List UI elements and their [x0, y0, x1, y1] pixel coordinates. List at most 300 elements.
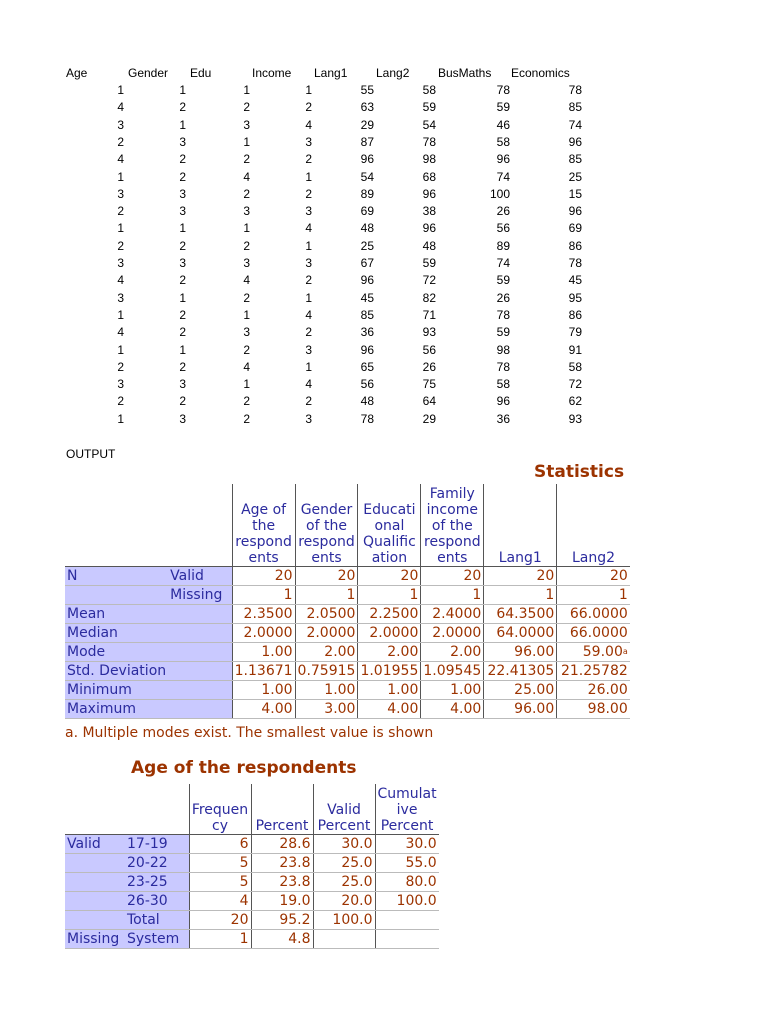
- raw-data-cell: 79: [568, 325, 582, 340]
- age-table-value-cell: 19.0: [251, 892, 313, 911]
- statistics-value-cell: 1.00: [295, 681, 358, 700]
- statistics-row-label: Median: [65, 624, 168, 643]
- raw-data-cell: 4: [243, 359, 250, 374]
- age-table-column-header-line: cy: [212, 818, 228, 834]
- statistics-column-header-line: Age of: [241, 502, 287, 518]
- raw-data-cell: 4: [243, 169, 250, 184]
- statistics-column-header: [557, 484, 630, 567]
- statistics-table: [65, 484, 630, 719]
- statistics-value-cell: 2.0000: [295, 624, 358, 643]
- statistics-value-cell: 1.09545: [421, 662, 484, 681]
- raw-data-cell: 64: [422, 394, 436, 409]
- statistics-row: [65, 681, 630, 700]
- statistics-row-sublabel: Missing: [168, 586, 232, 605]
- raw-data-cell: 2: [305, 325, 312, 340]
- raw-data-cell: 89: [496, 238, 510, 253]
- age-table-title: Age of the respondents: [131, 758, 357, 778]
- age-table-column-header-line: Frequen: [191, 802, 249, 818]
- raw-data-cell: 1: [243, 134, 250, 149]
- raw-data-cell: 85: [568, 152, 582, 167]
- statistics-column-header-line: Gender: [300, 502, 353, 518]
- age-table-value-cell: 4.8: [251, 930, 313, 949]
- raw-data-cell: 3: [305, 204, 312, 219]
- age-table-column-header-line: Percent: [255, 818, 309, 834]
- statistics-value-cell: 20: [421, 567, 484, 586]
- statistics-column-header-line: respond: [298, 534, 355, 550]
- statistics-column-header-line: ation: [371, 550, 408, 566]
- raw-data-cell: 45: [360, 290, 374, 305]
- raw-data-cell: 1: [243, 377, 250, 392]
- statistics-value-cell: 20: [484, 567, 557, 586]
- raw-data-cell: 62: [568, 394, 582, 409]
- raw-data-cell: 2: [305, 152, 312, 167]
- raw-data-cell: 2: [243, 290, 250, 305]
- statistics-row-label: Mode: [65, 643, 168, 662]
- raw-data-cell: 3: [117, 290, 124, 305]
- raw-data-cell: 78: [496, 83, 510, 97]
- statistics-row: [65, 586, 630, 605]
- statistics-value-cell: 66.0000: [557, 605, 630, 624]
- raw-data-cell: 2: [179, 273, 186, 288]
- statistics-row-label: Mean: [65, 605, 168, 624]
- statistics-value-cell: 3.00: [295, 700, 358, 719]
- raw-data-cell: 4: [117, 100, 124, 115]
- raw-data-cell: 85: [360, 307, 374, 322]
- raw-data-cell: 65: [360, 359, 374, 374]
- raw-header-cell: BusMaths: [438, 66, 492, 80]
- statistics-row-sublabel: [168, 643, 232, 662]
- age-table-value-cell: [313, 930, 375, 949]
- statistics-column-header-line: Lang2: [571, 550, 616, 566]
- statistics-value-cell: 2.00: [421, 643, 484, 662]
- age-table-column-header: [375, 784, 439, 835]
- raw-data-cell: 2: [117, 238, 124, 253]
- raw-data-cell: 74: [568, 117, 582, 132]
- statistics-column-header: [358, 484, 421, 567]
- raw-data-cell: 48: [360, 221, 374, 236]
- raw-data-cell: 1: [117, 83, 124, 97]
- raw-data-cell: 89: [360, 186, 374, 201]
- statistics-value-cell: 96.00: [484, 700, 557, 719]
- raw-data-cell: 3: [179, 134, 186, 149]
- age-table-row: [65, 930, 439, 949]
- raw-data-cell: 58: [496, 377, 510, 392]
- raw-data-cell: 4: [243, 273, 250, 288]
- raw-header-cell: Edu: [190, 66, 212, 80]
- raw-data-cell: 4: [305, 307, 312, 322]
- raw-data-cell: 93: [422, 325, 436, 340]
- statistics-value-cell: 4.00: [358, 700, 421, 719]
- raw-data-cell: 98: [496, 342, 510, 357]
- raw-data-cell: 26: [496, 290, 510, 305]
- raw-data-cell: 25: [568, 169, 582, 184]
- raw-data-cell: 2: [305, 186, 312, 201]
- raw-data-cell: 2: [117, 394, 124, 409]
- statistics-column-header-line: ents: [437, 550, 468, 566]
- raw-header-cell: Income: [252, 66, 292, 80]
- statistics-column-header-line: Family: [429, 486, 475, 502]
- age-frequency-table: [65, 784, 439, 949]
- raw-data-cell: 86: [568, 238, 582, 253]
- raw-data-cell: 96: [360, 273, 374, 288]
- raw-data-cell: 3: [305, 134, 312, 149]
- raw-data-cell: 36: [360, 325, 374, 340]
- raw-data-cell: 29: [422, 411, 436, 426]
- statistics-row: [65, 567, 630, 586]
- raw-header-cell: Lang2: [376, 66, 410, 80]
- raw-data-cell: 1: [305, 83, 312, 97]
- age-table-row: [65, 835, 439, 854]
- raw-data-cell: 2: [117, 359, 124, 374]
- age-table-value-cell: 20: [189, 911, 251, 930]
- age-table-column-header-line: Cumulat: [377, 786, 437, 802]
- statistics-value-cell: 1.00: [421, 681, 484, 700]
- raw-data-cell: 1: [179, 342, 186, 357]
- age-table-row-label: Total: [125, 911, 189, 930]
- raw-data-cell: 69: [360, 204, 374, 219]
- age-table-row-label: 17-19: [125, 835, 189, 854]
- raw-data-cell: 96: [568, 134, 582, 149]
- raw-data-cell: 3: [179, 411, 186, 426]
- raw-data-cell: 2: [179, 307, 186, 322]
- statistics-column-header-line: of the: [431, 518, 473, 534]
- raw-data-cell: 2: [179, 394, 186, 409]
- raw-data-cell: 2: [305, 394, 312, 409]
- statistics-value-cell: 22.41305: [484, 662, 557, 681]
- statistics-column-header-line: Educati: [363, 502, 416, 518]
- age-table-group-label: [65, 873, 125, 892]
- raw-data-cell: 2: [179, 100, 186, 115]
- raw-data-cell: 2: [305, 100, 312, 115]
- raw-data-cell: 1: [117, 342, 124, 357]
- age-table-column-header-line: Percent: [380, 818, 434, 834]
- statistics-column-header-line: Lang1: [498, 550, 542, 566]
- raw-data-cell: 3: [179, 186, 186, 201]
- raw-data-cell: 74: [496, 169, 510, 184]
- raw-data-cell: 3: [179, 204, 186, 219]
- statistics-row-sublabel: Valid: [168, 567, 232, 586]
- statistics-row: [65, 643, 630, 662]
- raw-data-cell: 58: [568, 359, 582, 374]
- raw-data-cell: 1: [179, 221, 186, 236]
- statistics-column-header: [295, 484, 358, 567]
- raw-data-cell: 1: [305, 169, 312, 184]
- raw-data-cell: 71: [422, 307, 436, 322]
- raw-header-cell: Age: [66, 66, 88, 80]
- output-label: OUTPUT: [66, 447, 116, 461]
- raw-data-cell: 96: [496, 394, 510, 409]
- statistics-value-cell: 1.01955: [358, 662, 421, 681]
- raw-data-cell: 96: [496, 152, 510, 167]
- raw-data-cell: 2: [243, 100, 250, 115]
- raw-data-cell: 3: [179, 256, 186, 270]
- statistics-value-cell: 2.2500: [358, 605, 421, 624]
- raw-data-cell: 58: [496, 134, 510, 149]
- raw-data-cell: 78: [568, 256, 582, 270]
- raw-data-cell: 1: [179, 83, 186, 97]
- raw-data-cell: 3: [305, 411, 312, 426]
- statistics-value-cell: 25.00: [484, 681, 557, 700]
- statistics-column-header-line: of the: [306, 518, 347, 534]
- raw-data-cell: 2: [243, 411, 250, 426]
- statistics-value-cell: 2.0000: [358, 624, 421, 643]
- statistics-value-cell: 21.25782: [557, 662, 630, 681]
- statistics-row: [65, 662, 630, 681]
- raw-data-cell: 78: [568, 83, 582, 97]
- raw-data-cell: 74: [496, 256, 510, 270]
- raw-header-cell: Lang1: [314, 66, 348, 80]
- raw-data-cell: 67: [360, 256, 374, 270]
- statistics-value-cell: 26.00: [557, 681, 630, 700]
- raw-data-cell: 59: [422, 100, 436, 115]
- statistics-value-cell: 64.3500: [484, 605, 557, 624]
- age-table-group-label: Missing: [65, 930, 125, 949]
- raw-data-cell: 15: [568, 186, 582, 201]
- statistics-row-label: Minimum: [65, 681, 168, 700]
- raw-data-cell: 56: [496, 221, 510, 236]
- raw-data-cell: 86: [568, 307, 582, 322]
- statistics-value-cell: 59.00$^a$: [557, 643, 630, 662]
- raw-data-cell: 78: [422, 134, 436, 149]
- statistics-value-cell: 66.0000: [557, 624, 630, 643]
- raw-data-cell: 4: [117, 273, 124, 288]
- raw-data-cell: 1: [243, 307, 250, 322]
- statistics-value-cell: 98.00: [557, 700, 630, 719]
- age-table-column-header: [251, 784, 313, 835]
- age-table-value-cell: 30.0: [313, 835, 375, 854]
- raw-data-cell: 4: [305, 377, 312, 392]
- age-table-value-cell: 100.0: [375, 892, 439, 911]
- raw-data-cell: 1: [117, 221, 124, 236]
- statistics-row-sublabel: [168, 700, 232, 719]
- statistics-value-cell: 2.00: [358, 643, 421, 662]
- statistics-row-label: N: [65, 567, 168, 586]
- raw-data-cell: 3: [117, 377, 124, 392]
- raw-data-cell: 3: [305, 256, 312, 270]
- raw-data-cell: 1: [305, 238, 312, 253]
- age-table-group-label: [65, 911, 125, 930]
- statistics-column-header: [421, 484, 484, 567]
- age-table-row-label: 23-25: [125, 873, 189, 892]
- statistics-value-cell: 20: [232, 567, 295, 586]
- raw-data-cell: 29: [360, 117, 374, 132]
- age-table-value-cell: 5: [189, 854, 251, 873]
- raw-data-cell: 96: [422, 221, 436, 236]
- raw-data-cell: 3: [179, 377, 186, 392]
- raw-data-cell: 3: [243, 256, 250, 270]
- statistics-value-cell: 1: [557, 586, 630, 605]
- age-table-row: [65, 892, 439, 911]
- raw-data-cell: 1: [117, 411, 124, 426]
- age-table-value-cell: 95.2: [251, 911, 313, 930]
- statistics-row: [65, 624, 630, 643]
- raw-data-cell: 4: [117, 152, 124, 167]
- age-table-column-header: [189, 784, 251, 835]
- raw-data-cell: 54: [360, 169, 374, 184]
- statistics-value-cell: 2.00: [295, 643, 358, 662]
- raw-data-cell: 2: [179, 152, 186, 167]
- age-table-group-label: [65, 892, 125, 911]
- statistics-value-cell: 2.3500: [232, 605, 295, 624]
- raw-data-cell: 78: [496, 307, 510, 322]
- raw-header-cell: Economics: [511, 66, 570, 80]
- raw-data-cell: 3: [117, 186, 124, 201]
- raw-data-cell: 75: [422, 377, 436, 392]
- raw-data-cell: 2: [243, 238, 250, 253]
- raw-data-cell: 59: [496, 325, 510, 340]
- statistics-value-cell: 1: [358, 586, 421, 605]
- statistics-row: [65, 700, 630, 719]
- age-table-column-header-line: ive: [396, 802, 418, 818]
- raw-data-cell: 1: [243, 83, 250, 97]
- raw-data-cell: 96: [568, 204, 582, 219]
- age-table-column-header: [313, 784, 375, 835]
- statistics-row-sublabel: [168, 662, 232, 681]
- statistics-value-cell: 96.00: [484, 643, 557, 662]
- raw-data-cell: 3: [243, 117, 250, 132]
- raw-data-cell: 46: [496, 117, 510, 132]
- statistics-column-header-line: ents: [248, 550, 279, 566]
- statistics-row: [65, 605, 630, 624]
- raw-data-cell: 82: [422, 290, 436, 305]
- raw-data-cell: 58: [422, 83, 436, 97]
- raw-data-cell: 100: [489, 186, 510, 201]
- raw-data-cell: 3: [305, 342, 312, 357]
- age-table-value-cell: 20.0: [313, 892, 375, 911]
- raw-data-cell: 55: [360, 83, 374, 97]
- age-table-value-cell: 80.0: [375, 873, 439, 892]
- age-table-column-header-line: Valid: [327, 802, 361, 818]
- raw-data-cell: 78: [360, 411, 374, 426]
- age-table-value-cell: 1: [189, 930, 251, 949]
- raw-data-cell: 3: [243, 204, 250, 219]
- statistics-value-cell: 2.4000: [421, 605, 484, 624]
- raw-data-cell: 72: [422, 273, 436, 288]
- age-table-value-cell: [375, 911, 439, 930]
- age-table-row-label: 26-30: [125, 892, 189, 911]
- raw-data-cell: 91: [568, 342, 582, 357]
- raw-data-cell: 38: [422, 204, 436, 219]
- raw-data-cell: 1: [305, 290, 312, 305]
- raw-data-cell: 1: [117, 307, 124, 322]
- raw-data-cell: 26: [496, 204, 510, 219]
- statistics-column-header: [232, 484, 295, 567]
- age-table-value-cell: 23.8: [251, 873, 313, 892]
- age-table-value-cell: 25.0: [313, 873, 375, 892]
- raw-data-cell: 98: [422, 152, 436, 167]
- age-table-value-cell: 23.8: [251, 854, 313, 873]
- raw-data-cell: 96: [360, 342, 374, 357]
- raw-data-cell: 78: [496, 359, 510, 374]
- statistics-row-sublabel: [168, 681, 232, 700]
- age-table-value-cell: 55.0: [375, 854, 439, 873]
- statistics-column-header-line: respond: [424, 534, 481, 550]
- raw-data-cell: 96: [360, 152, 374, 167]
- statistics-row-label: Maximum: [65, 700, 168, 719]
- age-table-column-header-line: Percent: [317, 818, 371, 834]
- raw-data-cell: 3: [243, 325, 250, 340]
- age-table-group-label: Valid: [65, 835, 125, 854]
- statistics-value-cell: 64.0000: [484, 624, 557, 643]
- raw-data-cell: 96: [422, 186, 436, 201]
- age-table-row: [65, 873, 439, 892]
- statistics-value-cell: 1.13671: [232, 662, 295, 681]
- statistics-value-cell: 2.0000: [232, 624, 295, 643]
- statistics-footnote: a. Multiple modes exist. The smallest value is shown: [65, 725, 434, 741]
- raw-data-cell: 95: [568, 290, 582, 305]
- raw-data-cell: 1: [117, 169, 124, 184]
- raw-data-cell: 2: [179, 359, 186, 374]
- raw-data-cell: 2: [117, 204, 124, 219]
- statistics-value-cell: 1: [484, 586, 557, 605]
- raw-data-cell: 1: [243, 221, 250, 236]
- age-table-value-cell: 100.0: [313, 911, 375, 930]
- raw-data-cell: 36: [496, 411, 510, 426]
- statistics-value-cell: 20: [295, 567, 358, 586]
- raw-data-cell: 2: [179, 169, 186, 184]
- statistics-value-cell: 1: [232, 586, 295, 605]
- statistics-value-cell: 1: [421, 586, 484, 605]
- age-table-value-cell: 6: [189, 835, 251, 854]
- raw-data-cell: 69: [568, 221, 582, 236]
- raw-data-cell: 2: [179, 325, 186, 340]
- age-table-value-cell: 28.6: [251, 835, 313, 854]
- statistics-value-cell: 2.0500: [295, 605, 358, 624]
- age-table-value-cell: 5: [189, 873, 251, 892]
- raw-data-cell: 2: [243, 186, 250, 201]
- raw-data-cell: 93: [568, 411, 582, 426]
- raw-data-cell: 45: [568, 273, 582, 288]
- age-table-value-cell: [375, 930, 439, 949]
- raw-data-cell: 2: [117, 134, 124, 149]
- statistics-column-header-line: income: [426, 502, 478, 518]
- statistics-title: Statistics: [534, 462, 625, 482]
- statistics-value-cell: 1.00: [232, 681, 295, 700]
- statistics-row-sublabel: [168, 624, 232, 643]
- raw-data-cell: 68: [422, 169, 436, 184]
- raw-data-cell: 59: [496, 273, 510, 288]
- age-table-row-label: 20-22: [125, 854, 189, 873]
- raw-data-cell: 1: [305, 359, 312, 374]
- age-table-row: [65, 854, 439, 873]
- statistics-value-cell: 20: [557, 567, 630, 586]
- age-table-row: [65, 911, 439, 930]
- statistics-value-cell: 1.00: [358, 681, 421, 700]
- raw-data-cell: 87: [360, 134, 374, 149]
- raw-data-cell: 63: [360, 100, 374, 115]
- raw-data-cell: 59: [422, 256, 436, 270]
- age-table-value-cell: 25.0: [313, 854, 375, 873]
- statistics-value-cell: 2.0000: [421, 624, 484, 643]
- statistics-column-header: [484, 484, 557, 567]
- age-table-row-label: System: [125, 930, 189, 949]
- raw-data-cell: 59: [496, 100, 510, 115]
- raw-data-cell: 2: [243, 394, 250, 409]
- statistics-column-header-line: ents: [311, 550, 342, 566]
- statistics-column-header-line: Qualific: [363, 534, 416, 550]
- raw-data-cell: 4: [305, 117, 312, 132]
- raw-data-cell: 54: [422, 117, 436, 132]
- statistics-value-cell: 1: [295, 586, 358, 605]
- raw-data-cell: 4: [117, 325, 124, 340]
- raw-data-cell: 1: [179, 290, 186, 305]
- raw-data-cell: 3: [117, 117, 124, 132]
- raw-data-cell: 4: [305, 221, 312, 236]
- statistics-row-label: [65, 586, 168, 605]
- statistics-value-cell: 4.00: [232, 700, 295, 719]
- raw-data-cell: 2: [243, 152, 250, 167]
- raw-data-cell: 56: [422, 342, 436, 357]
